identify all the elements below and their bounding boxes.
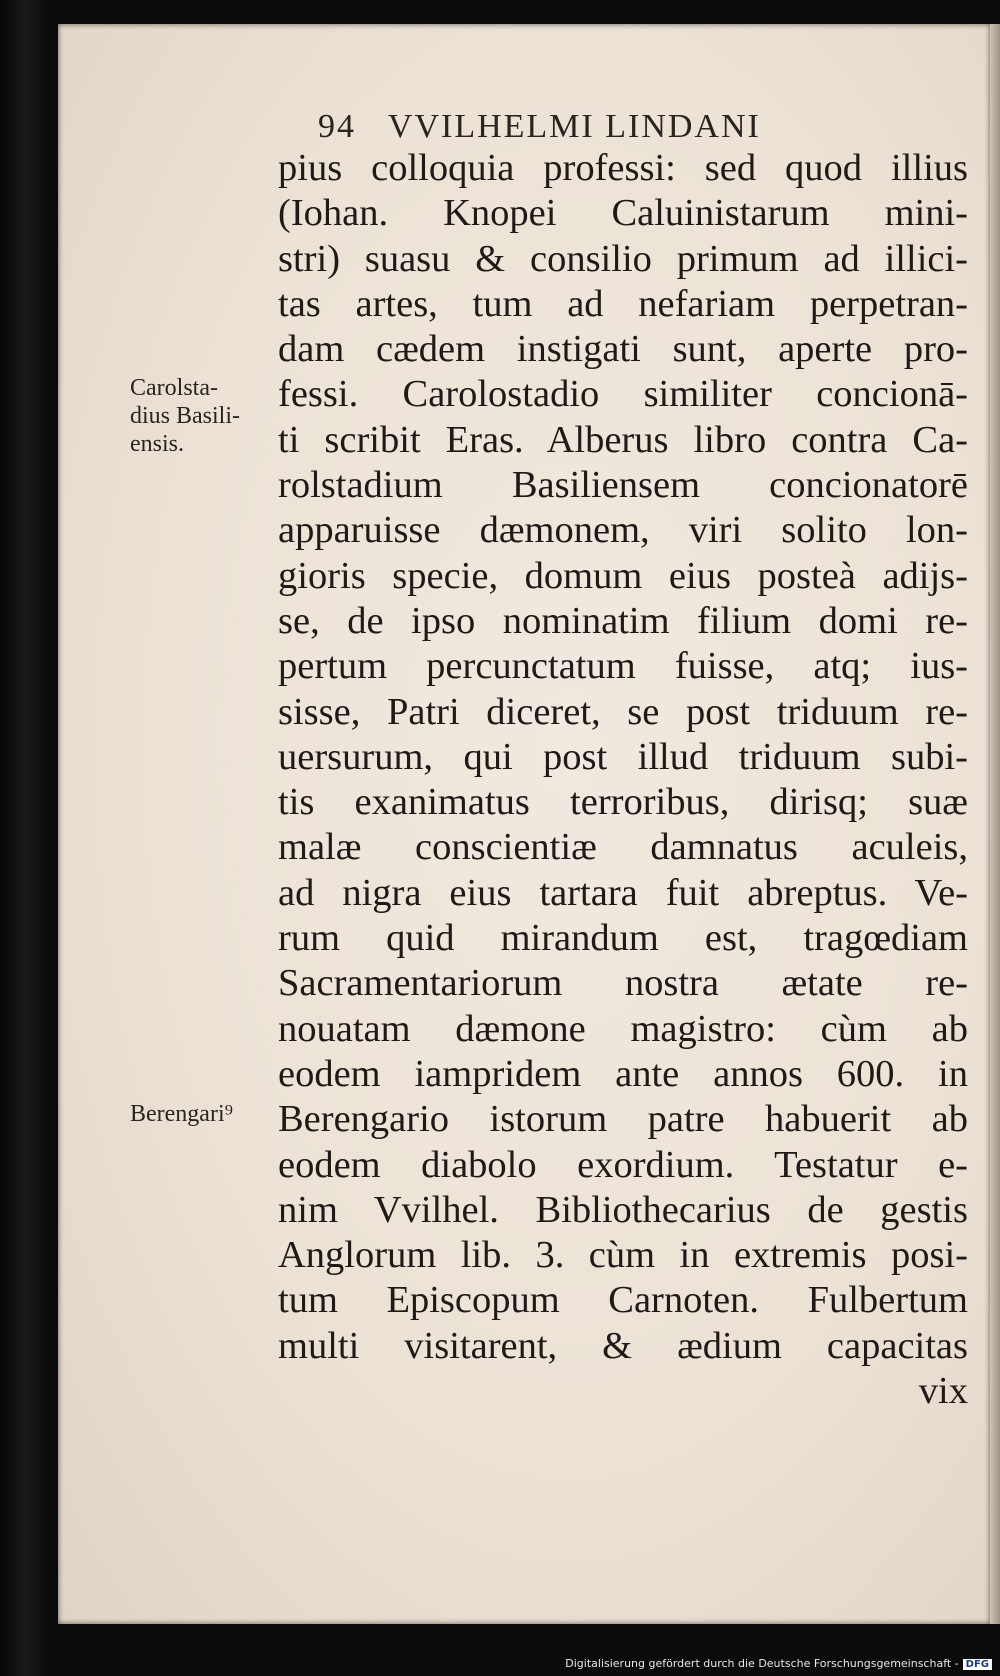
text-line: uersurum, qui post illud triduum subi-: [278, 735, 968, 778]
margin-note-line: Berengari⁹: [130, 1101, 233, 1127]
text-line: tas artes, tum ad nefariam perpetran-: [278, 282, 968, 325]
text-line: nouatam dæmone magistro: cùm ab: [278, 1007, 968, 1050]
text-line: Berengario istorum patre habuerit ab: [278, 1098, 968, 1141]
text-line: stri) suasu & consilio primum ad illici-: [278, 237, 968, 280]
text-line: ti scribit Eras. Alberus libro contra Ca-: [278, 418, 968, 461]
text-line: (Iohan. Knopei Caluinistarum mini-: [278, 192, 968, 235]
text-line: dam cædem instigati sunt, aperte pro-: [278, 328, 968, 371]
book-edge-right: [990, 24, 1000, 1624]
text-line: gioris specie, domum eius posteà adijs-: [278, 554, 968, 597]
margin-note-line: dius Basili-: [130, 403, 241, 429]
text-line: malæ conscientiæ damnatus aculeis,: [278, 826, 968, 869]
footer-text: Digitalisierung gefördert durch die Deutsche Forschungsgemeinschaft -: [565, 1657, 959, 1670]
margin-note-carolstadius: [130, 374, 240, 458]
margin-note-berengarius: [130, 1100, 233, 1128]
dfg-badge: DFG: [963, 1659, 992, 1670]
text-line: Sacramentariorum nostra ætate re-: [278, 962, 968, 1005]
text-line: eodem diabolo exordium. Testatur e-: [278, 1143, 968, 1186]
text-line: pertum percunctatum fuisse, atq; ius-: [278, 645, 968, 688]
text-line: rolstadium Basiliensem concionatorē: [278, 464, 968, 507]
text-line: multi visitarent, & ædium capacitas: [278, 1324, 968, 1367]
text-line: pius colloquia professi: sed quod illius: [278, 147, 968, 189]
text-line: ad nigra eius tartara fuit abreptus. Ve-: [278, 871, 968, 914]
margin-note-line: Carolsta-: [130, 375, 218, 401]
body-text: [278, 146, 968, 1414]
book-edge-left: [0, 0, 44, 1676]
page-number: 94: [318, 108, 356, 145]
text-line: tum Episcopum Carnoten. Fulbertum: [278, 1279, 968, 1322]
margin-note-line: ensis.: [130, 431, 184, 457]
catchword: vix: [918, 1370, 968, 1413]
text-line: fessi. Carolostadio similiter concionā-: [278, 373, 968, 416]
text-line: rum quid mirandum est, tragœdiam: [278, 917, 968, 960]
text-line: sisse, Patri diceret, se post triduum re-: [278, 690, 968, 733]
text-line: tis exanimatus terroribus, dirisq; suæ: [278, 781, 968, 824]
text-line: Anglorum lib. 3. cùm in extremis posi-: [278, 1234, 968, 1277]
running-head: [318, 108, 878, 146]
text-line: eodem iampridem ante annos 600. in: [278, 1052, 968, 1095]
running-title: VVILHELMI LINDANI: [387, 108, 761, 145]
text-line: se, de ipso nominatim filium domi re-: [278, 599, 968, 642]
digitization-footer: [565, 1657, 992, 1670]
text-line: apparuisse dæmonem, viri solito lon-: [278, 509, 968, 552]
text-line: nim Vvilhel. Bibliothecarius de gestis: [278, 1188, 968, 1231]
